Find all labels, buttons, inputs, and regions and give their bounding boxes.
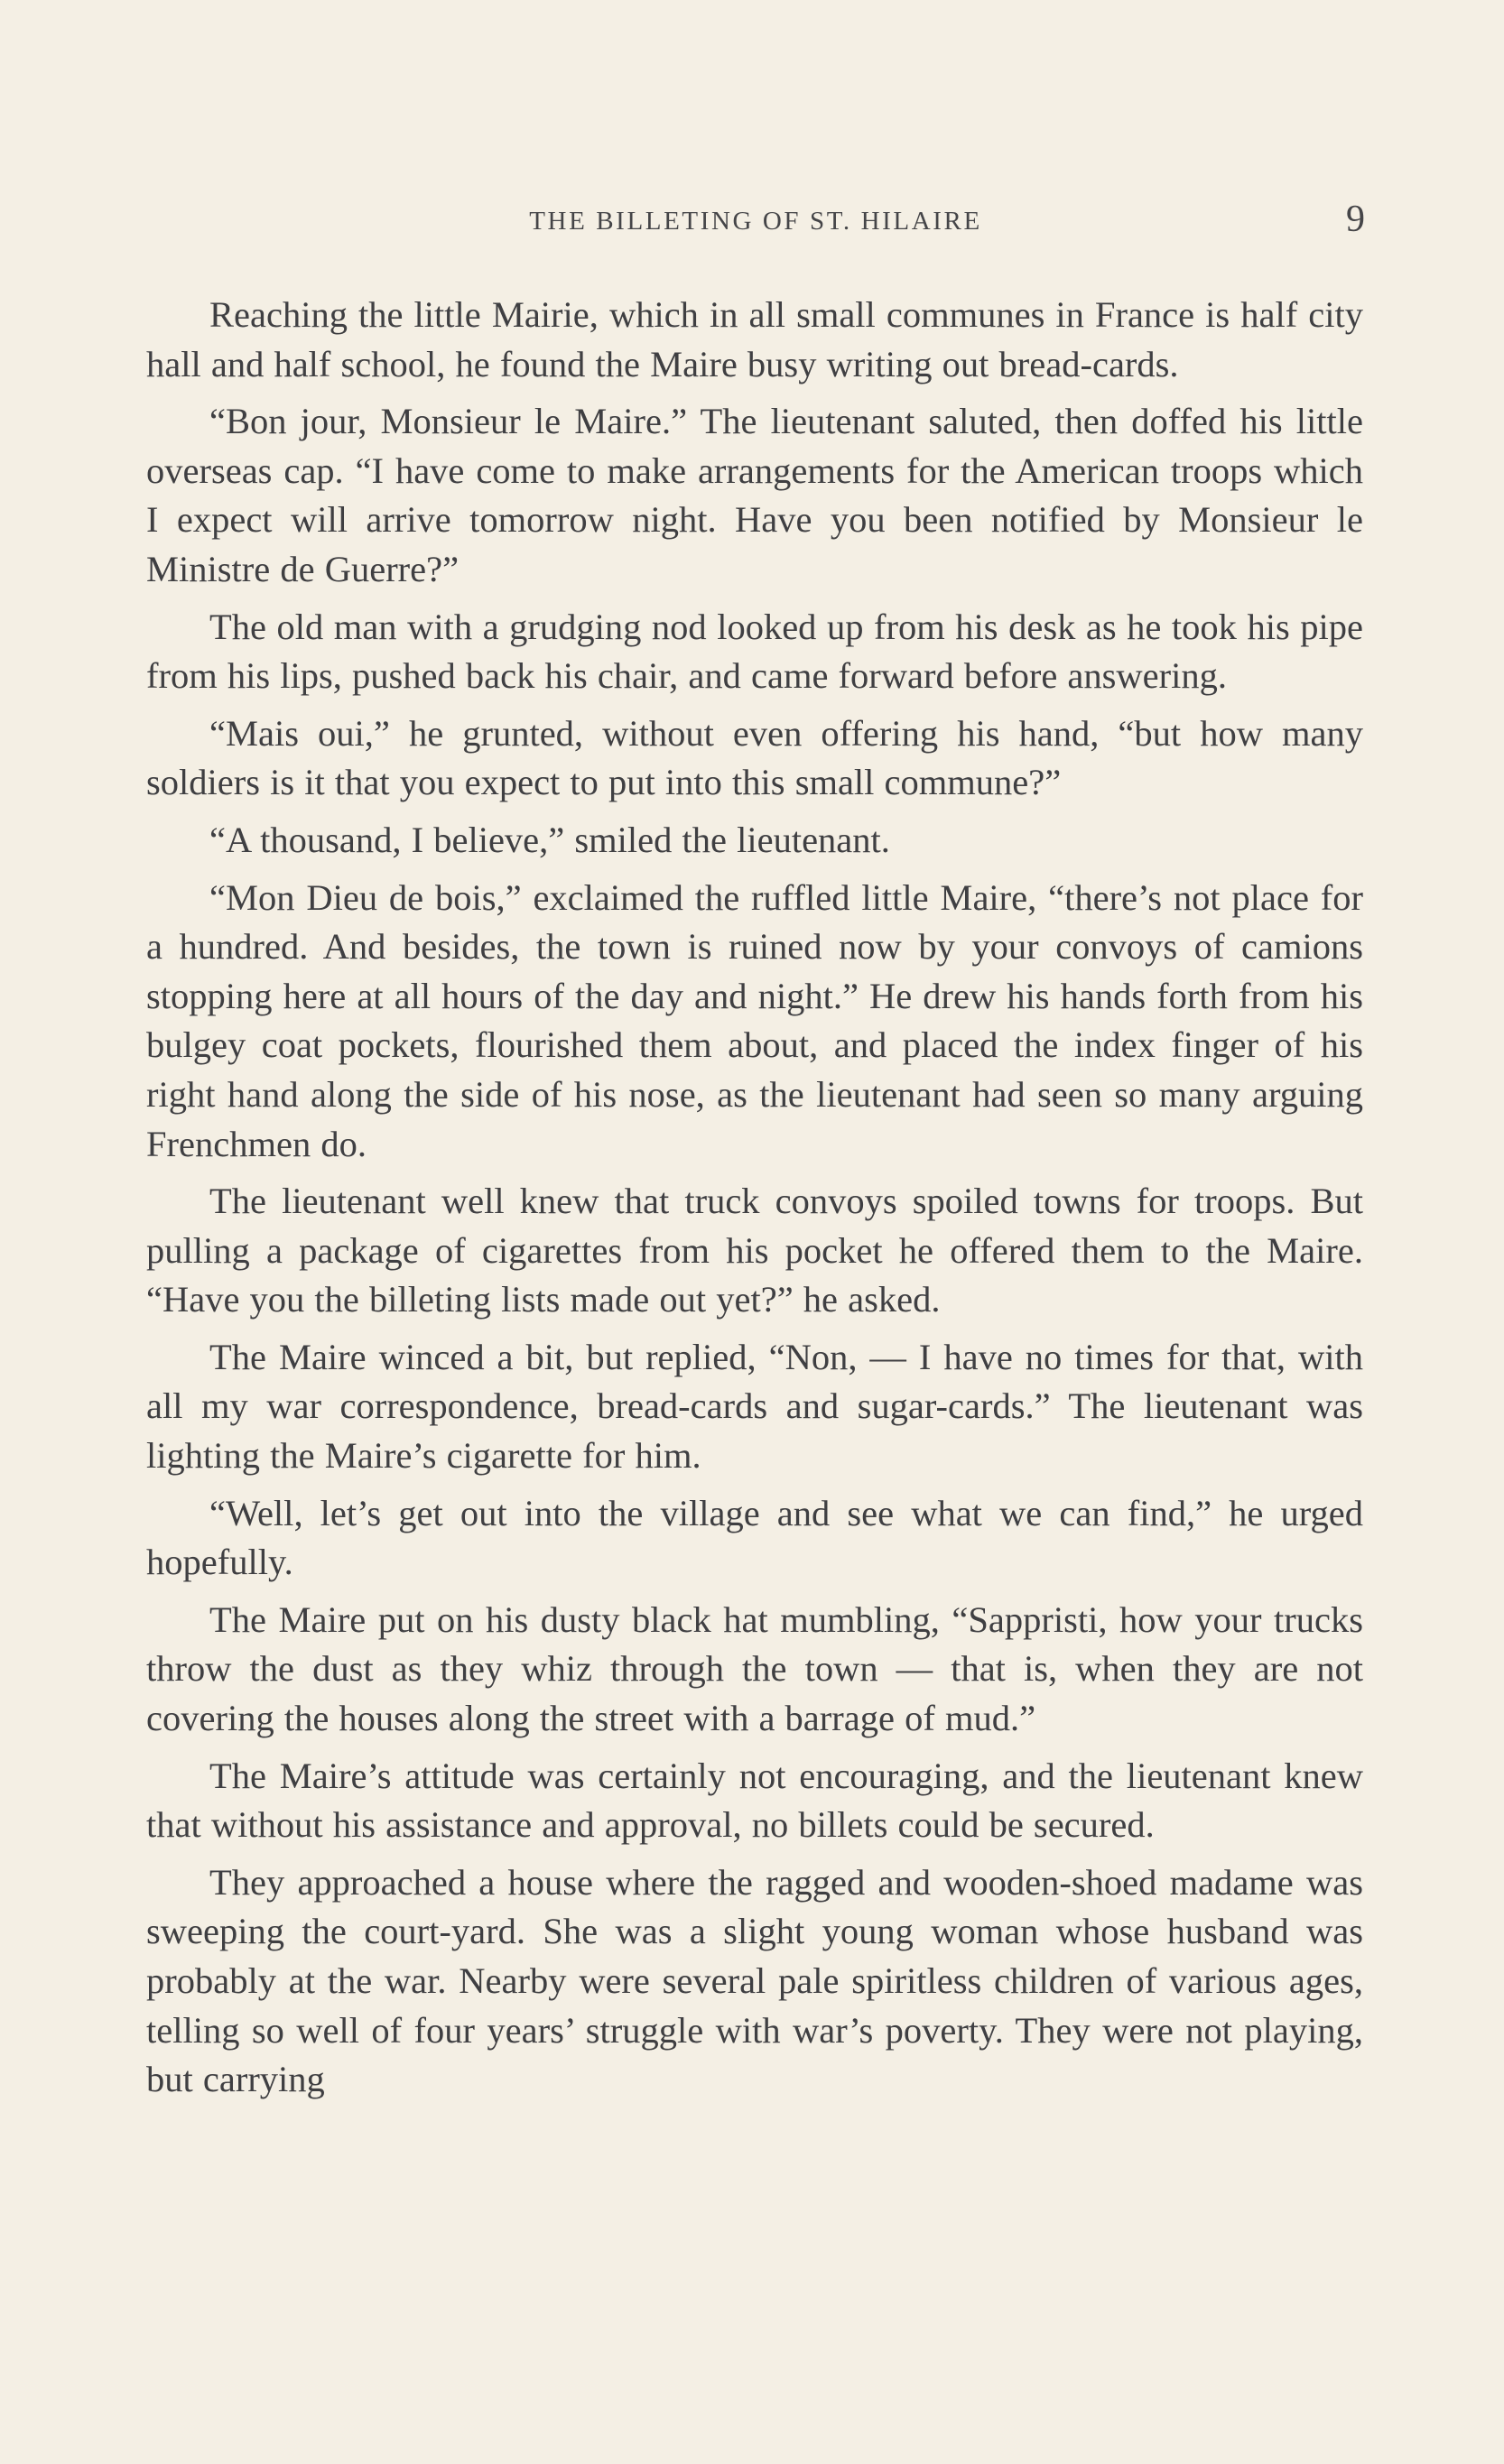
- paragraph: “Bon jour, Monsieur le Maire.” The lieutenant saluted, then doffed his little overseas cap. “I have come to make arrangements for the American troops which I expect will arrive tomorrow night. Have you been notified by Monsieur le Ministre de Guerre?”: [146, 401, 1363, 589]
- paragraph: The old man with a grudging nod looked up from his desk as he took his pipe from his lips, pushed back his chair, and came forward before answering.: [146, 606, 1363, 697]
- paragraph: “Mais oui,” he grunted, without even offering his hand, “but how many soldiers is it that you expect to put into this small commune?”: [146, 712, 1363, 803]
- running-title: THE BILLETING OF ST. HILAIRE: [529, 207, 982, 236]
- paragraph: The Maire’s attitude was certainly not encouraging, and the lieutenant knew that without his assistance and approval, no billets could be secured.: [146, 1755, 1363, 1846]
- paragraph: The Maire put on his dusty black hat mumbling, “Sappristi, how your trucks throw the dust as they whiz through the town — that is, when they are not covering the houses along the street with a barrage of mud.”: [146, 1598, 1363, 1739]
- paragraph: “A thousand, I believe,” smiled the lieutenant.: [209, 819, 890, 860]
- paragraph: The lieutenant well knew that truck convoys spoiled towns for troops. But pulling a package of cigarettes from his pocket he offered them to the Maire. “Have you the billeting lists made out yet?” he asked.: [146, 1181, 1363, 1320]
- paragraph: The Maire winced a bit, but replied, “Non, — I have no times for that, with all my war correspondence, bread-cards and sugar-cards.” The lieutenant was lighting the Maire’s cigarette for him.: [146, 1336, 1363, 1477]
- paragraph: Reaching the little Mairie, which in all small communes in France is half city hall and half school, he found the Maire busy writing out bread-cards.: [146, 294, 1363, 384]
- paragraph: “Well, let’s get out into the village and see what we can find,” he urged hopefully.: [146, 1492, 1363, 1583]
- page-number: 9: [1346, 199, 1365, 240]
- paragraph: They approached a house where the ragged and wooden-shoed madame was sweeping the court-yard. She was a slight young woman whose husband was probably at the war. Nearby were several pale spiritless children of various ages, telling so well of four years’ struggle with war’s poverty. They were not playing, but carrying: [146, 1861, 1363, 2100]
- running-head: [146, 199, 1365, 248]
- paragraph: “Mon Dieu de bois,” exclaimed the ruffled little Maire, “there’s not place for a hundred. And besides, the town is ruined now by your convoys of camions stopping here at all hours of the day and night.” He drew his hands forth from his bulgey coat pockets, flourished them about, and placed the index finger of his right hand along the side of his nose, as the lieutenant had seen so many arguing Frenchmen do.: [146, 876, 1363, 1164]
- body-text: [146, 291, 1363, 2113]
